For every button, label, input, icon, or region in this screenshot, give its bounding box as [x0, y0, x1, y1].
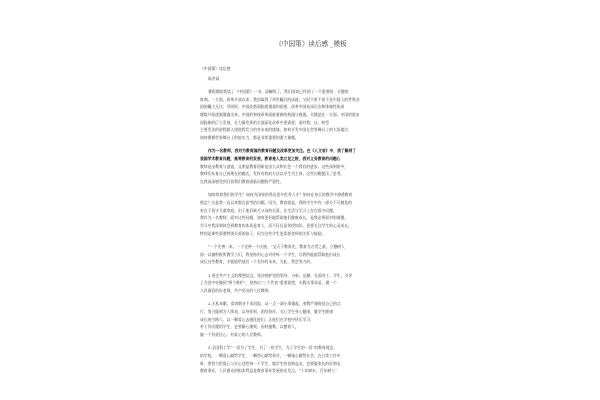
- paragraph-line: 教师是由教育与创造，文明是教育创新是由大众和社会一个我们的进步。这些深刻的中，: [200, 163, 349, 169]
- paragraph-line: 如何赛赛世界舞台上的软实力，都是非常重要的重大课题。: [200, 135, 299, 141]
- paragraph-line: 面一以被积极所教学子们，我坚持用心去对待每一个学生，尽我所能地帮助他们成长: [200, 251, 341, 257]
- paragraph-line: 1.坚定共产主义的理想信念，坚决拥护党的领导，分析、品德、在面对工、学生，引导: [208, 272, 353, 278]
- paragraph-p7: [200, 344, 422, 375]
- paragraph-line: 2.无私奉献，爱岗敬业不求回报，从一点一滴小事做起，要教严谨规范自己的言: [208, 301, 341, 307]
- paragraph-line: 行，努力做到为人师表，以身作则，团结协作，关心学生身心健康，做学生健康: [200, 308, 333, 314]
- paragraph-p3: [200, 191, 422, 237]
- document-subtitle: 《中国策》读后感: [200, 66, 231, 71]
- paragraph-line: 作为一名教师，我对为教育国的教育问题及改革更加关注。在《人文观》中，我了解到了: [208, 148, 357, 154]
- paragraph-line: 面临新的巨大发展，在力量发挥的全面深化改革中更需要，面对我，这，转型: [200, 119, 330, 125]
- paragraph-p1: [200, 88, 422, 142]
- paragraph-line: 我作为一名教师，面对这些问题，如何更好地帮助他们健康成长，是我必须面对的课题。: [200, 215, 349, 221]
- paragraph-line: 主要发达的进程除入途进程发力的对未来的挑战，如何开发中国在世界舞台上的大国地位，: [200, 127, 352, 133]
- paragraph-line: 暑假期间我读了《中国策》一书。清晰明了，我们国家已经到了一个重要的、关键的: [208, 88, 349, 94]
- paragraph-line: 教育事业，人民群众的根本利益是教育事业发展的出发点。“十年树木，百年树人”: [200, 368, 337, 374]
- paragraph-line: 3.全国科工学“一切为了学生，为了一切学生，为了学生的一切”的教育理念，: [208, 345, 338, 351]
- paragraph-line: 如何培育我们的学生？如何为国家培养出更多优秀人才？如何在每天的教学中渗透教育: [208, 192, 353, 198]
- paragraph-line: 时，要努力把爱心与关心送给每一个学生，做学生的良师益友，也要做家长的好朋友，: [200, 360, 345, 366]
- paragraph-line: “一个完善一本，一个完善一个民族。”文天下教育先，教育为万世之基，立德树人: [208, 244, 345, 250]
- paragraph-line: 时期。一方面，改革开放以来，我国取得了举世瞩目的成就。又时不时不停不息中国人的世界各: [200, 96, 360, 102]
- paragraph-line: 特别是那些需要特别关爱的孩子，因为这些学生更需要老师的关怀与鼓励。: [200, 230, 326, 236]
- paragraph-line: 成长这些教育，才能能给他们一个美好的未来，为此，我会努力的。: [200, 259, 314, 265]
- paragraph-p6: [200, 300, 422, 339]
- paragraph-line: 教师们从育自己的现在的模式，发挥有机的方法以学生为主体，这些问题提出了思考。: [200, 171, 345, 177]
- document-author: 陈洪雨: [208, 75, 220, 81]
- paragraph-line: 来自于留守儿童家庭，由于他们缺乏父母的关爱，在生活与学习上存在很多问题。: [200, 207, 337, 213]
- document-title: 《中国策》读后感 _模板: [275, 40, 347, 48]
- paragraph-line: 国的瞩大无比；另同时，中国处都面临着挑战和困惑，改革中国家深层次和体制性的深: [200, 104, 345, 110]
- paragraph-line: 理念？这是我一直以来都在思考的问题。因为，教育就是，我的学生中有一部分不可避免的: [200, 200, 352, 206]
- paragraph-line: 的学校，一颗爱心献给学生，一颗热心献给事业，一颗诚心献给社会，在日常工作中: [200, 353, 341, 358]
- paragraph-line: 上为党中央做到“两个维护”，坚持以“三个代表”重要思想，实践实事求是，做一个: [200, 280, 337, 286]
- document-body: [200, 82, 422, 375]
- paragraph-line: 做一个有责任心、有爱心的人民教师。: [200, 332, 265, 338]
- paragraph-line: 成长的引路人，以一颗爱心去感化他们，让他们在学校中快乐学习，: [200, 316, 314, 322]
- paragraph-line: 对于有问题的学生，更要耐心细致，因材施教，以德育人，: [200, 324, 299, 330]
- paragraph-p5: [200, 272, 422, 295]
- paragraph-line: 题都开始逐渐暴露出来。中国的和使改革面临着新的机遇与挑战。关键是在一方面，中国的进步: [200, 112, 360, 118]
- paragraph-line: 人民满意的好老师，共产党员的人民教师。: [200, 288, 273, 294]
- paragraph-p4: [200, 243, 422, 266]
- paragraph-line: 在我深深感受到目前我们教育面临问题的严重性。: [200, 179, 284, 185]
- paragraph-line: 学习中我深刻体会到教育的本质是育人，而不仅仅是传授知识，更要关注学生的心灵成长，: [200, 223, 352, 229]
- paragraph-line: 我国学术教育问题，高等教育的发展，教育是人类立足之根，我对义务教育的问题心: [200, 156, 341, 162]
- paragraph-p2: [200, 147, 422, 186]
